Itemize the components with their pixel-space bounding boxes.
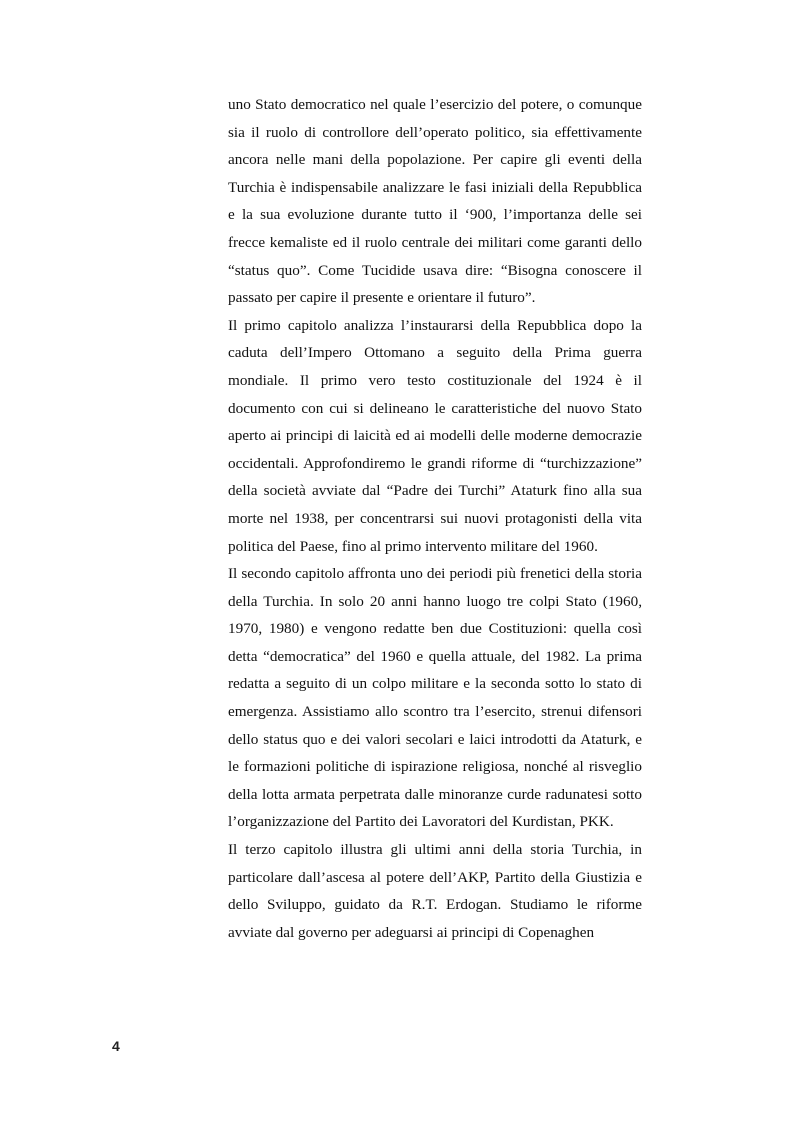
paragraph-chapter-three: Il terzo capitolo illustra gli ultimi anni della storia Turchia, in particolare dall’ascesa al potere dell’AKP, Partito della Giustizia e dello Sviluppo, guidato da R.T. Erdogan. Studiamo le riforme avviate dal governo per adeguarsi ai principi di Copenaghen xyxy=(228,841,642,941)
body-text xyxy=(228,91,642,946)
page-number: 4 xyxy=(112,1038,120,1054)
paragraph-chapter-one: Il primo capitolo analizza l’instaurarsi della Repubblica dopo la caduta dell’Impero Ottomano a seguito della Prima guerra mondiale. Il primo vero testo costituzionale del 1924 è il documento con cui si delineano le caratteristiche del nuovo Stato aperto ai principi di laicità ed ai modelli delle moderne democrazie occidentali. Approfondiremo le grandi riforme di “turchizzazione” della società avviate dal “Padre dei Turchi” Ataturk fino alla sua morte nel 1938, per concentrarsi sui nuovi protagonisti della vita politica del Paese, fino al primo intervento militare del 1960. xyxy=(228,316,642,555)
paragraph-intro-continuation: uno Stato democratico nel quale l’esercizio del potere, o comunque sia il ruolo di controllore dell’operato politico, sia effettivamente ancora nelle mani della popolazione. Per capire gli eventi della Turchia è indispensabile analizzare le fasi iniziali della Repubblica e la sua evoluzione durante tutto il ‘900, l’importanza delle sei frecce kemaliste ed il ruolo centrale dei militari come garanti dello “status quo”. Come Tucidide usava dire: “Bisogna conoscere il passato per capire il presente e orientare il futuro”. xyxy=(228,96,642,307)
paragraph-chapter-two: Il secondo capitolo affronta uno dei periodi più frenetici della storia della Turchia. In solo 20 anni hanno luogo tre colpi Stato (1960, 1970, 1980) e vengono redatte ben due Costituzioni: quella così detta “democratica” del 1960 e quella attuale, del 1982. La prima redatta a seguito di un colpo militare e la seconda sotto lo stato di emergenza. Assistiamo allo scontro tra l’esercito, strenui difensori dello status quo e dei valori secolari e laici introdotti da Ataturk, e le formazioni politiche di ispirazione religiosa, nonché al risveglio della lotta armata perpetrata dalle minoranze curde radunatesi sotto l’organizzazione del Partito dei Lavoratori del Kurdistan, PKK. xyxy=(228,565,642,831)
